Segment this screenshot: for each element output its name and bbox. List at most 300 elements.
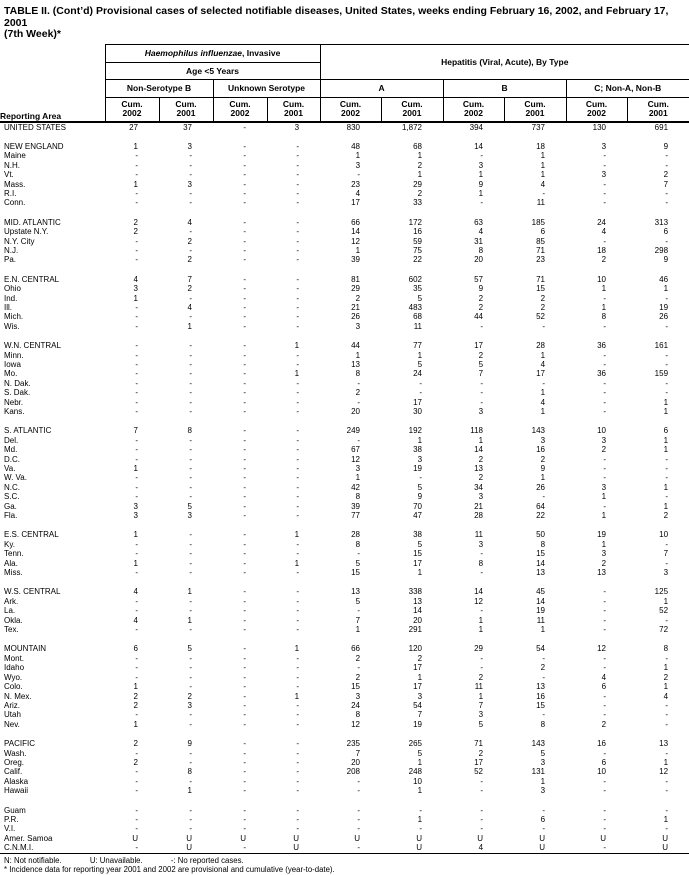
value-cell: 10	[597, 426, 607, 436]
value-cell: 2	[663, 672, 669, 682]
table-title	[0, 0, 689, 41]
value-cell: -	[296, 255, 300, 265]
reporting-area-cell: Alaska	[4, 776, 29, 786]
value-cell: -	[243, 312, 246, 322]
value-cell: 9	[478, 179, 484, 189]
reporting-area-cell: Amer. Samoa	[4, 833, 53, 843]
value-cell: -	[357, 814, 361, 824]
table-row	[0, 379, 689, 388]
table-row	[0, 351, 689, 360]
value-cell: -	[135, 321, 138, 331]
reporting-area-cell: W. Va.	[4, 473, 27, 483]
value-cell: -	[243, 824, 246, 834]
reporting-area-cell: N.H.	[4, 160, 20, 170]
value-cell: 12	[474, 596, 484, 606]
value-cell: -	[480, 663, 484, 673]
value-cell: 143	[531, 739, 546, 749]
value-cell: 14	[536, 558, 546, 568]
value-cell: 15	[413, 549, 423, 559]
cum-year-header: Cum. 2002	[566, 97, 627, 122]
value-cell: -	[189, 558, 192, 568]
value-cell: 1	[663, 284, 669, 294]
value-cell: -	[243, 369, 246, 379]
value-cell: -	[135, 388, 138, 398]
value-cell: -	[603, 596, 607, 606]
value-cell: -	[243, 814, 246, 824]
value-cell: -	[357, 663, 361, 673]
value-cell: -	[243, 615, 246, 625]
value-cell: 249	[346, 426, 361, 436]
value-cell: 4	[601, 672, 607, 682]
table-row	[0, 767, 689, 776]
value-cell: 2	[133, 739, 138, 749]
value-cell: 3	[187, 141, 192, 151]
value-cell: -	[603, 606, 607, 616]
value-cell: -	[243, 284, 246, 294]
value-cell: -	[135, 341, 138, 351]
value-cell: -	[243, 435, 246, 445]
value-cell: -	[480, 378, 484, 388]
value-cell: 1	[294, 530, 300, 540]
value-cell: 1	[663, 596, 669, 606]
value-cell: -	[189, 170, 192, 180]
value-cell: 38	[413, 445, 423, 455]
value-cell: U	[504, 843, 566, 853]
reporting-area-cell: Calif.	[4, 767, 23, 777]
reporting-area-cell: D.C.	[4, 454, 20, 464]
reporting-area-cell: Maine	[4, 151, 26, 161]
value-cell: 8	[355, 539, 361, 549]
value-cell: 3	[133, 284, 138, 294]
subgroup-hepatitis-a: A	[320, 79, 443, 97]
value-cell: U	[600, 833, 607, 843]
value-cell: -	[243, 397, 246, 407]
reporting-area-cell: Ark.	[4, 596, 19, 606]
value-cell: -	[296, 501, 300, 511]
value-cell: -	[296, 141, 300, 151]
value-cell: -	[296, 350, 300, 360]
value-cell: -	[243, 482, 246, 492]
value-cell: 1	[355, 245, 361, 255]
value-cell: 2	[355, 293, 361, 303]
value-cell: -	[296, 511, 300, 521]
value-cell: -	[603, 473, 607, 483]
value-cell: -	[243, 341, 246, 351]
value-cell: -	[665, 710, 669, 720]
value-cell: -	[296, 435, 300, 445]
value-cell: -	[243, 122, 246, 132]
value-cell: -	[296, 388, 300, 398]
footnotes	[0, 856, 689, 875]
value-cell: 2	[355, 653, 361, 663]
value-cell: -	[243, 378, 246, 388]
value-cell: 19	[536, 606, 546, 616]
table-row	[0, 455, 689, 464]
value-cell: 2	[133, 691, 138, 701]
value-cell: 46	[659, 274, 669, 284]
value-cell: -	[665, 188, 669, 198]
value-cell: 3	[478, 160, 484, 170]
value-cell: -	[296, 312, 300, 322]
value-cell: 17	[413, 682, 423, 692]
reporting-area-cell: NEW ENGLAND	[4, 141, 64, 151]
value-cell: -	[296, 464, 300, 474]
value-cell: 7	[187, 274, 192, 284]
value-cell: -	[243, 748, 246, 758]
value-cell: 4	[540, 179, 546, 189]
reporting-area-cell: S. Dak.	[4, 388, 31, 398]
value-cell: 29	[413, 179, 423, 189]
value-cell: 1	[601, 492, 607, 502]
value-cell: -	[243, 606, 246, 616]
reporting-area-cell: Oreg.	[4, 757, 25, 767]
value-cell: 3	[601, 549, 607, 559]
value-cell: -	[296, 170, 300, 180]
value-cell: 1	[417, 435, 423, 445]
value-cell: -	[189, 653, 192, 663]
value-cell: -	[189, 748, 192, 758]
value-cell: 1	[663, 814, 669, 824]
value-cell: -	[296, 739, 300, 749]
value-cell: 1	[478, 188, 484, 198]
value-cell: -	[665, 700, 669, 710]
value-cell: -	[296, 293, 300, 303]
value-cell: 75	[413, 245, 423, 255]
table-row	[0, 663, 689, 672]
value-cell: -	[189, 625, 192, 635]
value-cell: -	[296, 786, 300, 796]
value-cell: 18	[536, 141, 546, 151]
value-cell: -	[296, 198, 300, 208]
value-cell: 4	[187, 217, 192, 227]
reporting-area-cell: S. ATLANTIC	[4, 426, 52, 436]
value-cell: 4	[540, 359, 546, 369]
table-row	[0, 388, 689, 397]
value-cell: -	[135, 255, 138, 265]
value-cell: 737	[531, 122, 546, 132]
value-cell: 6	[540, 814, 546, 824]
value-cell: 16	[597, 739, 607, 749]
value-cell: 265	[408, 739, 423, 749]
value-cell: 7	[417, 710, 423, 720]
value-cell: -	[243, 625, 246, 635]
reporting-area-cell: N.Y. City	[4, 236, 35, 246]
value-cell: 12	[659, 767, 669, 777]
value-cell: -	[135, 454, 138, 464]
value-cell: -	[480, 568, 484, 578]
value-cell: -	[296, 236, 300, 246]
value-cell: -	[296, 179, 300, 189]
value-cell: 2	[601, 558, 607, 568]
value-cell: 1	[540, 407, 546, 416]
value-cell: 36	[597, 369, 607, 379]
value-cell: -	[243, 359, 246, 369]
value-cell: -	[603, 691, 607, 701]
value-cell: -	[357, 786, 361, 796]
value-cell: 12	[351, 454, 361, 464]
reporting-area-cell: Va.	[4, 464, 16, 474]
reporting-area-cell: V.I.	[4, 824, 16, 834]
value-cell: U	[159, 843, 213, 853]
value-cell: 13	[536, 568, 546, 578]
value-cell: 2	[133, 757, 138, 767]
table-row	[0, 824, 689, 833]
reporting-area-cell: Mont.	[4, 653, 25, 663]
table-row	[0, 786, 689, 795]
value-cell: U	[354, 833, 361, 843]
value-cell: -	[135, 160, 138, 170]
value-cell: 8	[187, 767, 192, 777]
value-cell: -	[243, 198, 246, 208]
value-cell: -	[296, 227, 300, 237]
value-cell: -	[603, 350, 607, 360]
reporting-area-cell: S.C.	[4, 492, 20, 502]
value-cell: 71	[536, 274, 546, 284]
value-cell: 81	[351, 274, 361, 284]
value-cell: -	[135, 445, 138, 455]
value-cell: -	[296, 245, 300, 255]
value-cell: 54	[413, 700, 423, 710]
value-cell: -	[603, 388, 607, 398]
value-cell: 5	[417, 748, 423, 758]
value-cell: -	[135, 397, 138, 407]
reporting-area-cell: Tex.	[4, 625, 19, 635]
value-cell: 602	[408, 274, 423, 284]
value-cell: 1	[133, 719, 138, 729]
reporting-area-cell: Conn.	[4, 198, 26, 208]
value-cell: 67	[351, 445, 361, 455]
value-cell: 14	[474, 141, 484, 151]
value-cell: 1	[663, 445, 669, 455]
value-cell: 7	[663, 179, 669, 189]
value-cell: 1	[294, 341, 300, 351]
reporting-area-cell: Fla.	[4, 511, 18, 521]
table-row	[0, 682, 689, 691]
value-cell: 14	[536, 596, 546, 606]
value-cell: 13	[413, 596, 423, 606]
value-cell: 2	[540, 454, 546, 464]
value-cell: 2	[478, 302, 484, 312]
table-row	[0, 843, 689, 853]
value-cell: 68	[413, 312, 423, 322]
value-cell: -	[603, 824, 607, 834]
value-cell: -	[243, 691, 246, 701]
value-cell: -	[357, 805, 361, 815]
value-cell: 33	[413, 198, 423, 208]
value-cell: -	[189, 151, 192, 161]
value-cell: U	[416, 833, 423, 843]
value-cell: 9	[663, 255, 669, 265]
value-cell: -	[189, 663, 192, 673]
table-row	[0, 369, 689, 378]
value-cell: 3	[540, 435, 546, 445]
value-cell: -	[135, 492, 138, 502]
value-cell: 13	[351, 359, 361, 369]
value-cell: -	[243, 767, 246, 777]
value-cell: -	[135, 378, 138, 388]
value-cell: -	[603, 710, 607, 720]
table-row	[0, 436, 689, 445]
table-row	[0, 208, 689, 227]
table-row	[0, 416, 689, 435]
value-cell: 2	[187, 691, 192, 701]
value-cell: -	[603, 160, 607, 170]
value-cell: 4	[133, 274, 138, 284]
value-cell: 1	[478, 170, 484, 180]
value-cell: -	[243, 530, 246, 540]
value-cell: 17	[474, 757, 484, 767]
value-cell: -	[296, 407, 300, 416]
table-row	[0, 265, 689, 284]
value-cell: 3	[417, 454, 423, 464]
value-cell: -	[189, 454, 192, 464]
value-cell: -	[480, 786, 484, 796]
value-cell: -	[243, 245, 246, 255]
value-cell: -	[243, 151, 246, 161]
reporting-area-cell: Okla.	[4, 615, 23, 625]
value-cell: -	[296, 549, 300, 559]
value-cell: 4	[443, 843, 504, 853]
value-cell: -	[243, 568, 246, 578]
value-cell: -	[419, 805, 423, 815]
table-row	[0, 180, 689, 189]
value-cell: 185	[531, 217, 546, 227]
value-cell: 22	[536, 511, 546, 521]
reporting-area-cell: N.J.	[4, 245, 19, 255]
value-cell: 63	[474, 217, 484, 227]
value-cell: -	[296, 397, 300, 407]
value-cell: -	[243, 141, 246, 151]
value-cell: -	[357, 824, 361, 834]
value-cell: 3	[187, 179, 192, 189]
value-cell: -	[296, 445, 300, 455]
value-cell: -	[665, 719, 669, 729]
value-cell: -	[665, 198, 669, 208]
value-cell: 36	[597, 341, 607, 351]
value-cell: -	[243, 653, 246, 663]
value-cell: -	[665, 558, 669, 568]
value-cell: -	[296, 274, 300, 284]
value-cell: -	[296, 663, 300, 673]
value-cell: -	[243, 473, 246, 483]
value-cell: -	[320, 843, 381, 853]
value-cell: -	[603, 786, 607, 796]
value-cell: 8	[478, 245, 484, 255]
value-cell: 15	[351, 568, 361, 578]
value-cell: 72	[659, 625, 669, 635]
value-cell: 2	[601, 255, 607, 265]
value-cell: 1	[417, 170, 423, 180]
value-cell: -	[665, 539, 669, 549]
value-cell: 5	[187, 644, 192, 654]
value-cell: -	[480, 824, 484, 834]
value-cell: 235	[346, 739, 361, 749]
table-row	[0, 237, 689, 246]
legend-line	[4, 856, 689, 866]
value-cell: 5	[355, 596, 361, 606]
value-cell: 85	[536, 236, 546, 246]
value-cell: -	[189, 245, 192, 255]
value-cell: 118	[470, 426, 484, 436]
value-cell: -	[243, 388, 246, 398]
value-cell: 70	[413, 501, 423, 511]
value-cell: -	[603, 464, 607, 474]
value-cell: -	[603, 625, 607, 635]
value-cell: -	[243, 739, 246, 749]
value-cell: -	[189, 407, 192, 416]
reporting-area-cell: MOUNTAIN	[4, 644, 47, 654]
value-cell: -	[243, 464, 246, 474]
value-cell: -	[135, 435, 138, 445]
value-cell: -	[189, 359, 192, 369]
table-row	[0, 549, 689, 558]
value-cell: 12	[597, 644, 607, 654]
value-cell: -	[357, 378, 361, 388]
value-cell: 1	[294, 369, 300, 379]
value-cell: 8	[478, 558, 484, 568]
value-cell: 4	[133, 587, 138, 597]
value-cell: -	[243, 274, 246, 284]
value-cell: -	[480, 549, 484, 559]
value-cell: -	[243, 682, 246, 692]
value-cell: -	[135, 245, 138, 255]
value-cell: -	[243, 558, 246, 568]
value-cell: 1	[540, 776, 546, 786]
table-row	[0, 559, 689, 568]
value-cell: -	[135, 596, 138, 606]
value-cell: -	[243, 160, 246, 170]
cum-year-header: Cum. 2001	[381, 97, 443, 122]
value-cell: -	[665, 359, 669, 369]
value-cell: 19	[659, 302, 669, 312]
reporting-area-cell: N. Mex.	[4, 691, 32, 701]
value-cell: 3	[540, 786, 546, 796]
value-cell: U	[477, 833, 484, 843]
reporting-area-cell: Idaho	[4, 663, 25, 673]
value-cell: 29	[474, 644, 484, 654]
value-cell: 5	[478, 359, 484, 369]
value-cell: 5	[417, 539, 423, 549]
reporting-area-cell: Md.	[4, 445, 18, 455]
reporting-area-cell: Mich.	[4, 312, 24, 322]
value-cell: 42	[351, 482, 361, 492]
value-cell: 2	[601, 445, 607, 455]
value-cell: -	[243, 293, 246, 303]
value-cell: 4	[540, 397, 546, 407]
reporting-area-cell: E.S. CENTRAL	[4, 530, 59, 540]
table-row	[0, 511, 689, 520]
value-cell: 22	[413, 255, 423, 265]
value-cell: -	[357, 606, 361, 616]
value-cell: 10	[413, 776, 423, 786]
value-cell: 9	[417, 492, 423, 502]
value-cell: U	[539, 833, 546, 843]
value-cell: -	[480, 805, 484, 815]
value-cell: 9	[540, 464, 546, 474]
value-cell: 13	[474, 464, 484, 474]
value-cell: -	[603, 776, 607, 786]
value-cell: -	[480, 776, 484, 786]
value-cell: 1	[663, 482, 669, 492]
value-cell: -	[419, 824, 423, 834]
value-cell: 6	[601, 757, 607, 767]
value-cell: -	[603, 700, 607, 710]
value-cell: 291	[408, 625, 423, 635]
value-cell: 8	[355, 710, 361, 720]
value-cell: -	[243, 663, 246, 673]
value-cell: -	[542, 378, 546, 388]
value-cell: -	[189, 435, 192, 445]
